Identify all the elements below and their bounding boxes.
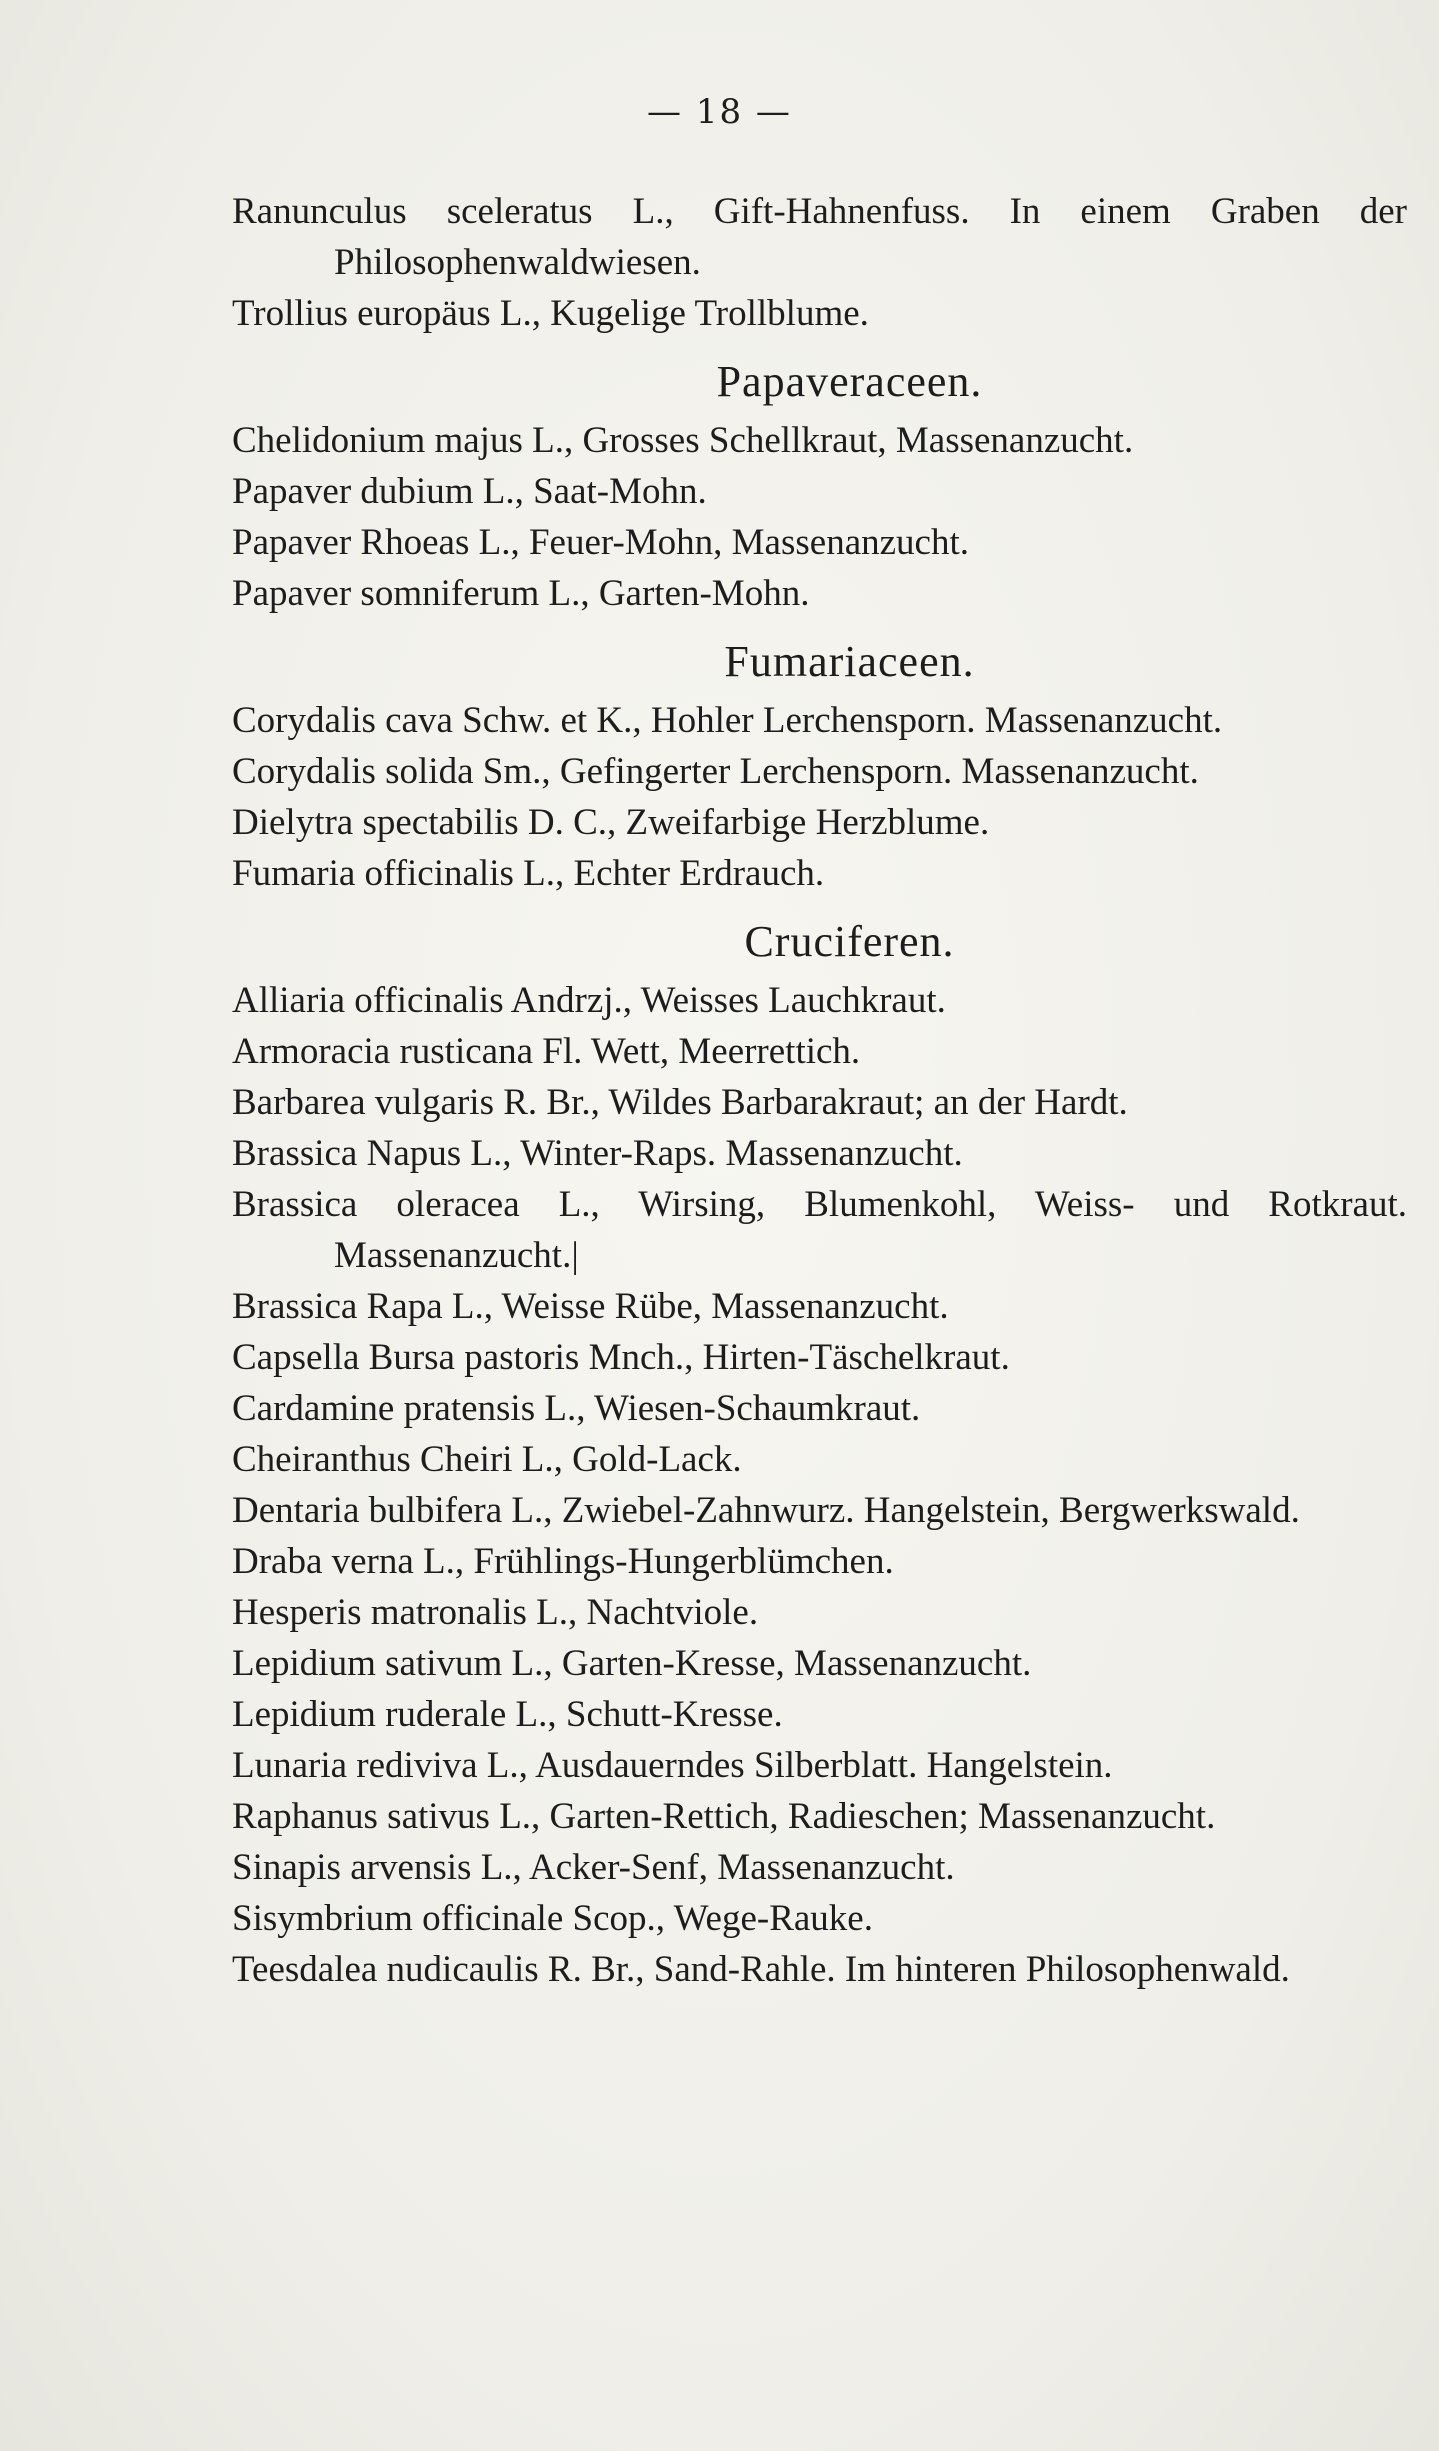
page-content	[232, 186, 1407, 1995]
list-item: Sisymbrium officinale Scop., Wege-Rauke.	[232, 1898, 873, 1939]
list-item: Chelidonium majus L., Grosses Schellkraut, Massenanzucht.	[232, 420, 1134, 461]
list-item: Trollius europäus L., Kugelige Trollblume.	[232, 293, 869, 334]
list-item: Brassica Rapa L., Weisse Rübe, Massenanzucht.	[232, 1286, 949, 1327]
list-item: Draba verna L., Frühlings-Hungerblümchen.	[232, 1541, 894, 1582]
list-item: Brassica Napus L., Winter-Raps. Massenanzucht.	[232, 1133, 963, 1174]
list-item: Papaver Rhoeas L., Feuer-Mohn, Massenanzucht.	[232, 522, 970, 563]
list-item: Dentaria bulbifera L., Zwiebel-Zahnwurz. Hangelstein, Bergwerkswald.	[232, 1490, 1300, 1531]
list-item: Alliaria officinalis Andrzj., Weisses Lauchkraut.	[232, 980, 946, 1021]
list-item: Fumaria officinalis L., Echter Erdrauch.	[232, 853, 825, 894]
list-item: Cheiranthus Cheiri L., Gold-Lack.	[232, 1439, 742, 1480]
list-item: Lunaria rediviva L., Ausdauerndes Silberblatt. Hangelstein.	[232, 1745, 1113, 1786]
list-item: Dielytra spectabilis D. C., Zweifarbige Herzblume.	[232, 802, 990, 843]
section-heading-cruciferen: Cruciferen.	[744, 917, 955, 966]
list-item: Papaver somniferum L., Garten-Mohn.	[232, 573, 810, 614]
page-number: — 18 —	[647, 92, 792, 132]
list-item: Lepidium sativum L., Garten-Kresse, Massenanzucht.	[232, 1643, 1032, 1684]
list-item: Teesdalea nudicaulis R. Br., Sand-Rahle. Im hinteren Philosophenwald.	[232, 1949, 1290, 1990]
list-item: Armoracia rusticana Fl. Wett, Meerrettich.	[232, 1031, 861, 1072]
list-item: Corydalis solida Sm., Gefingerter Lerchensporn. Massenanzucht.	[232, 751, 1199, 792]
list-item: Sinapis arvensis L., Acker-Senf, Massenanzucht.	[232, 1847, 955, 1888]
list-item: Capsella Bursa pastoris Mnch., Hirten-Täschelkraut.	[232, 1337, 1010, 1378]
list-item: Barbarea vulgaris R. Br., Wildes Barbarakraut; an der Hardt.	[232, 1082, 1128, 1123]
list-item: Papaver dubium L., Saat-Mohn.	[232, 471, 707, 512]
section-heading-fumariaceen: Fumariaceen.	[724, 637, 975, 686]
list-item: Corydalis cava Schw. et K., Hohler Lerchensporn. Massenanzucht.	[232, 700, 1223, 741]
list-item: Hesperis matronalis L., Nachtviole.	[232, 1592, 759, 1633]
list-item: Ranunculus sceleratus L., Gift-Hahnenfuss. In einem Graben der Philosophenwaldwiesen.	[232, 191, 1407, 283]
list-item: Lepidium ruderale L., Schutt-Kresse.	[232, 1694, 783, 1735]
section-heading-papaveraceen: Papaveraceen.	[716, 357, 983, 406]
list-item: Cardamine pratensis L., Wiesen-Schaumkraut.	[232, 1388, 921, 1429]
list-item: Brassica oleracea L., Wirsing, Blumenkohl, Weiss- und Rotkraut. Massenanzucht.|	[232, 1184, 1407, 1276]
list-item: Raphanus sativus L., Garten-Rettich, Radieschen; Massenanzucht.	[232, 1796, 1216, 1837]
